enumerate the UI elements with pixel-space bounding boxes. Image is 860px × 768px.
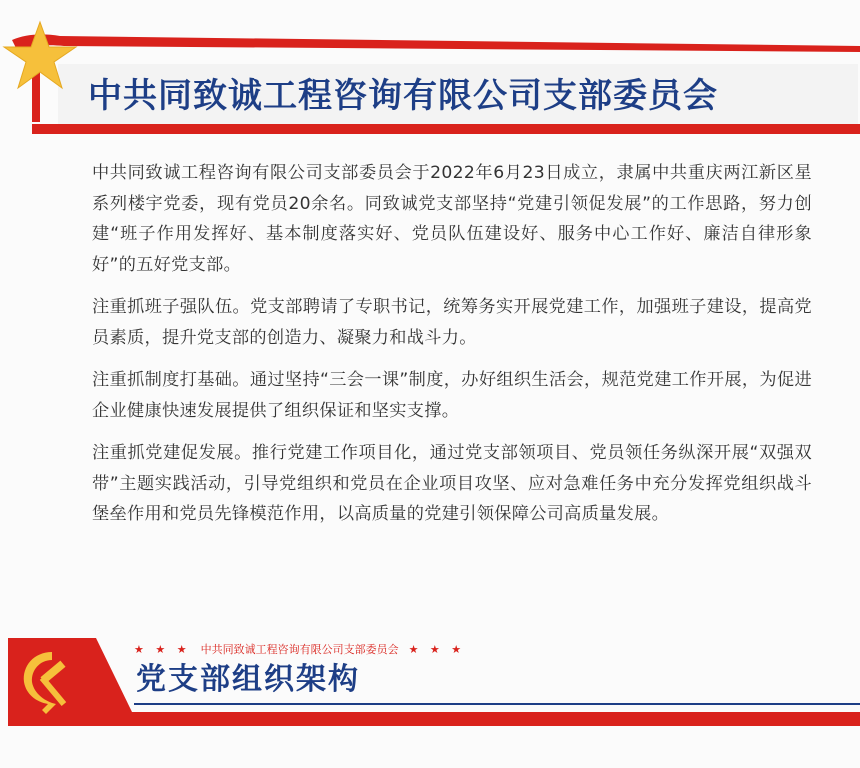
- stars-right: ★ ★ ★: [408, 642, 466, 656]
- footer-subtitle-row: [134, 640, 465, 658]
- footer-banner: [0, 630, 860, 768]
- paragraph-development: 注重抓党建促发展。推行党建工作项目化，通过党支部领项目、党员领任务纵深开展“双强双带”主题实践活动，引导党组织和党员在企业项目攻坚、应对急难任务中充分发挥党组织战斗堡垒作用和党员先锋模范作用，以高质量的党建引领保障公司高质量发展。: [92, 443, 812, 524]
- header-bottom-rule: [32, 124, 860, 134]
- paragraph-team: 注重抓班子强队伍。党支部聘请了专职书记，统筹务实开展党建工作，加强班子建设，提高党员素质，提升党支部的创造力、凝聚力和战斗力。: [92, 297, 812, 348]
- header-ribbon: [12, 34, 860, 52]
- footer-title-underline: [134, 703, 860, 705]
- paragraph-system: 注重抓制度打基础。通过坚持“三会一课”制度，办好组织生活会，规范党建工作开展，为促进企业健康快速发展提供了组织保证和坚实支撑。: [92, 370, 812, 421]
- footer-title: 党支部组织架构: [136, 662, 360, 697]
- paragraph-intro: 中共同致诚工程咨询有限公司支部委员会于2022年6月23日成立，隶属中共重庆两江新区星系列楼宇党委，现有党员20余名。同致诚党支部坚持“党建引领促发展”的工作思路，努力创建“班子作用发挥好、基本制度落实好、党员队伍建设好、服务中心工作好、廉洁自律形象好”的五好党支部。: [92, 163, 812, 275]
- header-title: 中共同致诚工程咨询有限公司支部委员会: [88, 76, 718, 116]
- footer-subtitle: 中共同致诚工程咨询有限公司支部委员会: [200, 643, 399, 656]
- header-banner: [0, 0, 860, 150]
- stars-left: ★ ★ ★: [134, 642, 191, 656]
- intro-content: [92, 158, 812, 542]
